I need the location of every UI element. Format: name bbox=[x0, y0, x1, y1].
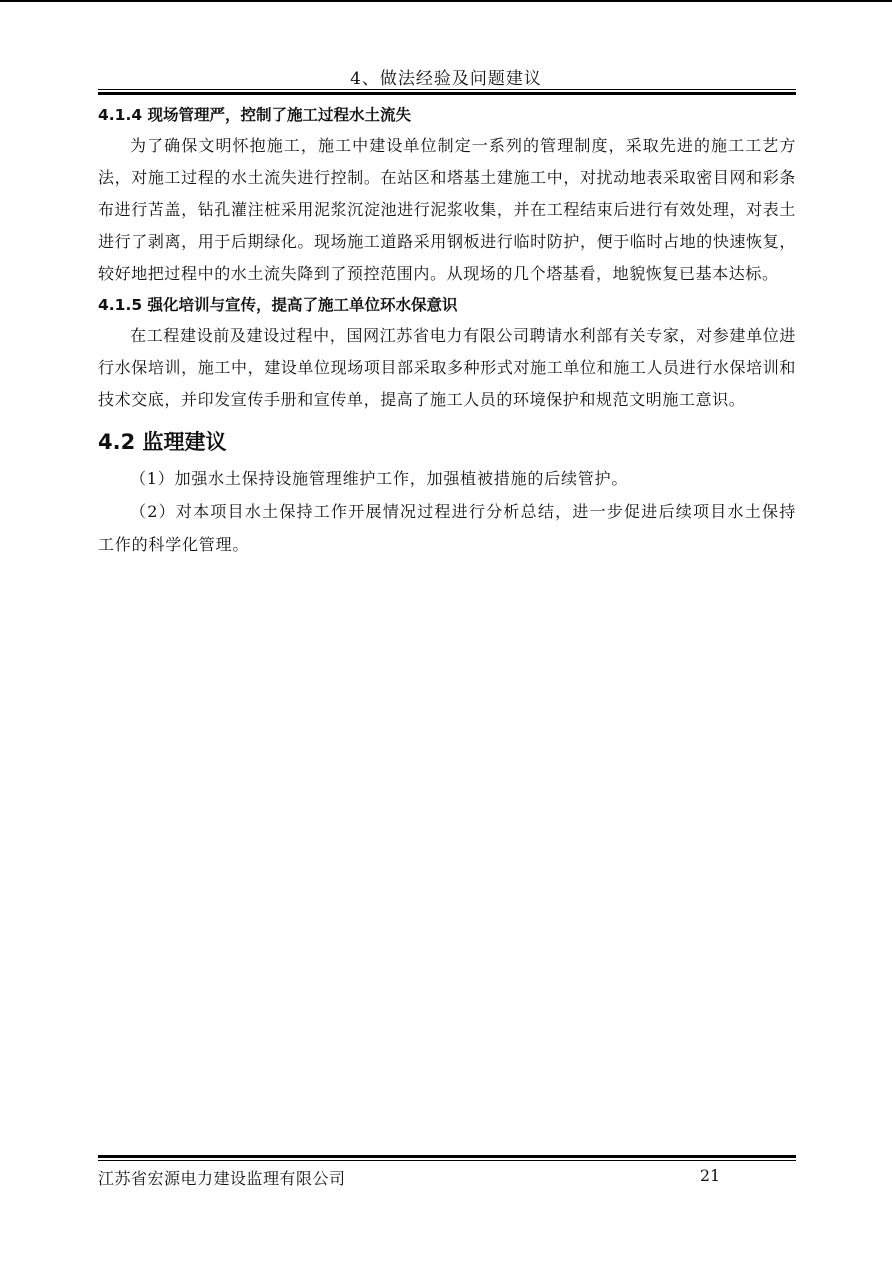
header-rule-thick bbox=[98, 92, 796, 95]
header-rule-thin bbox=[98, 89, 796, 90]
suggestion-item-2: （2）对本项目水土保持工作开展情况过程进行分析总结，进一步促进后续项目水土保持工作的科学化管理。 bbox=[98, 502, 796, 554]
page-top-border bbox=[0, 0, 892, 2]
footer-rule-thin bbox=[98, 1160, 796, 1161]
section-4-1-5-paragraph: 在工程建设前及建设过程中，国网江苏省电力有限公司聘请水利部有关专家，对参建单位进行水保培训，施工中，建设单位现场项目部采取多种形式对施工单位和施工人员进行水保培训和技术交底，并印发宣传手册和宣传单，提高了施工人员的环境保护和规范文明施工意识。 bbox=[98, 326, 796, 409]
running-header-title: 4、做法经验及问题建议 bbox=[350, 69, 542, 89]
section-4-1-5-heading: 4.1.5 强化培训与宣传，提高了施工单位环水保意识 bbox=[98, 296, 458, 314]
section-4-1-4-heading: 4.1.4 现场管理严，控制了施工过程水土流失 bbox=[98, 106, 412, 124]
document-body bbox=[98, 100, 796, 561]
footer-company-name: 江苏省宏源电力建设监理有限公司 bbox=[98, 1169, 346, 1188]
suggestion-item-1: （1）加强水土保持设施管理维护工作，加强植被措施的后续管护。 bbox=[130, 469, 629, 488]
section-4-2-heading: 4.2 监理建议 bbox=[98, 430, 227, 454]
page-number: 21 bbox=[699, 1166, 721, 1185]
footer-rule-thick bbox=[98, 1155, 796, 1158]
section-4-1-4-paragraph: 为了确保文明怀抱施工，施工中建设单位制定一系列的管理制度，采取先进的施工工艺方法，对施工过程的水土流失进行控制。在站区和塔基土建施工中，对扰动地表采取密目网和彩条布进行苫盖，钻孔灌注桩采用泥浆沉淀池进行泥浆收集，并在工程结束后进行有效处理，对表土进行了剥离，用于后期绿化。现场施工道路采用钢板进行临时防护，便于临时占地的快速恢复，较好地把过程中的水土流失降到了预控范围内。从现场的几个塔基看，地貌恢复已基本达标。 bbox=[98, 136, 796, 283]
